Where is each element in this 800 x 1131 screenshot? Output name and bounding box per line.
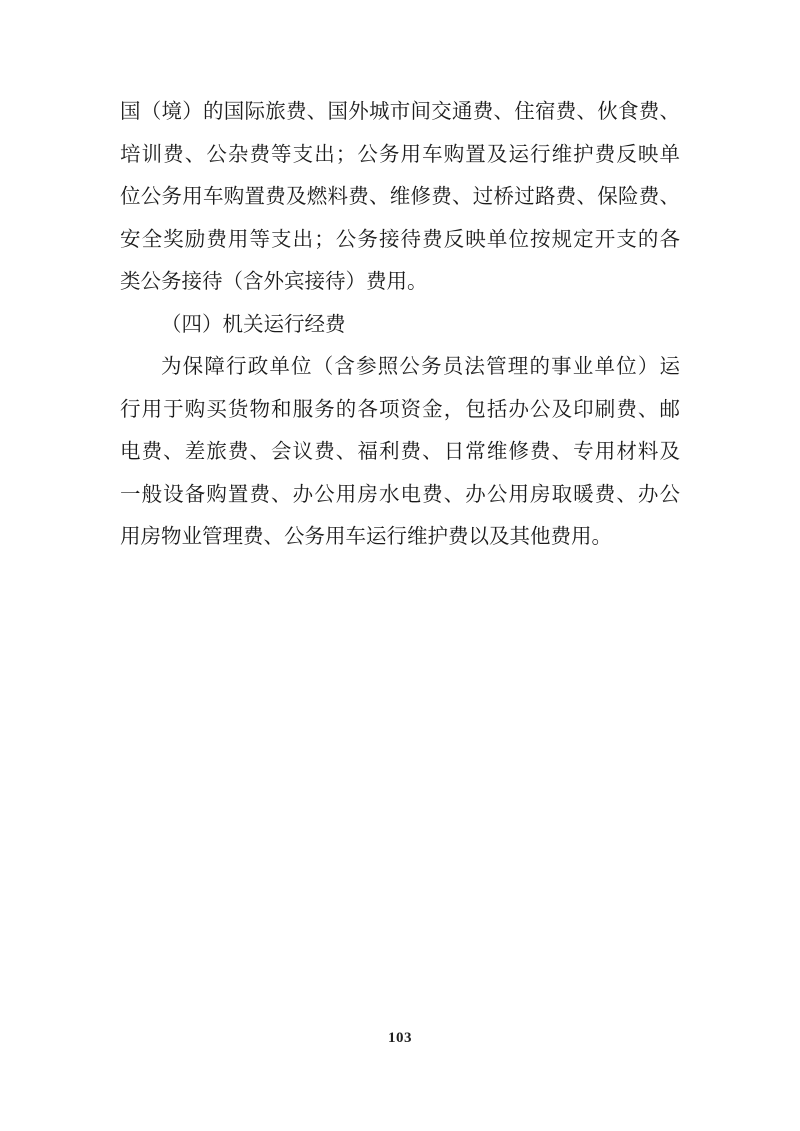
- text-line: 为保障行政单位（含参照公务员法管理的事业单位）运: [161, 356, 680, 378]
- text-line: 行用于购买货物和服务的各项资金，包括办公及印刷费、邮: [120, 398, 680, 421]
- page-number: 103: [388, 1030, 412, 1046]
- text-line: 培训费、公杂费等支出；公务用车购置及运行维护费反映单: [120, 143, 680, 166]
- text-line: 国（境）的国际旅费、国外城市间交通费、住宿费、伙食费、: [120, 101, 680, 123]
- paragraph-continuation: [120, 91, 680, 304]
- text-line: 位公务用车购置费及燃料费、维修费、过桥过路费、保险费、: [120, 186, 680, 208]
- text-line: 类公务接待（含外宾接待）费用。: [120, 271, 428, 293]
- text-line: 一般设备购置费、办公用房水电费、办公用房取暖费、办公: [120, 483, 680, 506]
- page-footer: [0, 1029, 800, 1047]
- text-line: 电费、差旅费、会议费、福利费、日常维修费、专用材料及: [120, 441, 680, 463]
- section-heading-line: （四）机关运行经费: [161, 313, 346, 336]
- section-heading: [120, 304, 680, 347]
- text-line: 安全奖励费用等支出；公务接待费反映单位按规定开支的各: [120, 228, 680, 251]
- document-body: [120, 91, 680, 559]
- text-line: 用房物业管理费、公务用车运行维护费以及其他费用。: [120, 526, 612, 548]
- paragraph-body: [120, 346, 680, 559]
